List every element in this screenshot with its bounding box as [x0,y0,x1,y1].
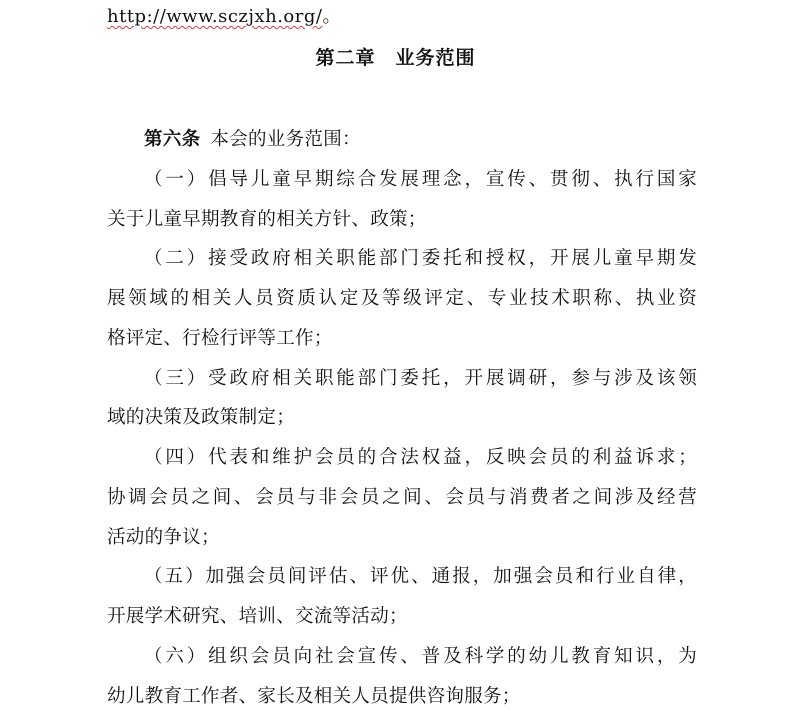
paragraph-line: （二）接受政府相关职能部门委托和授权，开展儿童早期发 [144,248,697,270]
chapter-title: 第二章 业务范围 [315,47,476,69]
url-line [107,4,341,30]
url-suffix: 。 [322,6,341,27]
paragraph-line: 幼儿教育工作者、家长及相关人员提供咨询服务； [107,685,521,707]
paragraph-line: 域的决策及政策制定； [107,407,296,429]
article-intro: 本会的业务范围： [210,129,361,150]
paragraph-line: （三）受政府相关职能部门委托，开展调研，参与涉及该领 [144,367,697,389]
article-label: 第六条 [144,129,201,150]
website-url[interactable]: http://www.sczjxh.org/ [107,6,323,27]
paragraph-line: 协调会员之间、会员与非会员之间、会员与消费者之间涉及经营 [107,486,697,508]
article-heading [107,120,697,160]
paragraph-line: （一）倡导儿童早期综合发展理念，宣传、贯彻、执行国家 [144,168,697,190]
paragraph-line: 关于儿童早期教育的相关方针、政策； [107,208,427,230]
paragraph-line: 开展学术研究、培训、交流等活动； [107,606,408,627]
paragraph-line: 展领域的相关人员资质认定及等级评定、专业技术职称、执业资 [107,288,697,309]
paragraph-line: （四）代表和维护会员的合法权益，反映会员的利益诉求； [144,447,697,468]
paragraph-line: （六）组织会员向社会宣传、普及科学的幼儿教育知识，为 [144,645,697,667]
paragraph-line: （五）加强会员间评估、评优、通报，加强会员和行业自律， [144,566,697,588]
paragraph-line: 活动的争议； [107,526,220,548]
paragraph-line: 格评定、行检行评等工作； [107,327,333,349]
article-body [107,120,697,716]
